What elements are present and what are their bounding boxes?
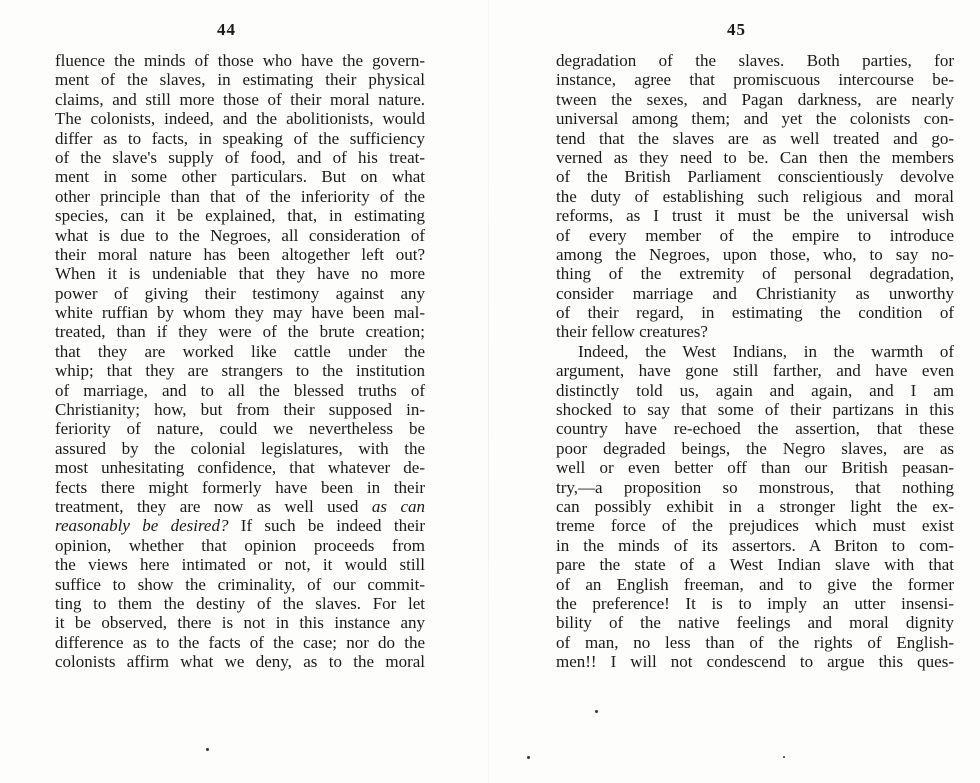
text-line: country have re-echoed the assertion, that these	[556, 419, 954, 439]
left-page-number: 44	[217, 20, 236, 39]
text-line: power of giving their testimony against any	[55, 283, 425, 303]
text-line: opinion, whether that opinion proceeds from	[55, 535, 425, 555]
text-line: Christianity; how, but from their supposed in-	[55, 400, 425, 420]
text-line: distinctly told us, again and again, and I am	[556, 380, 954, 400]
text-line: other principle than that of the inferiority of the	[55, 186, 425, 206]
book-gutter	[488, 0, 489, 783]
text-line-mixed	[55, 516, 425, 535]
text-line: species, can it be explained, that, in estimating	[55, 206, 425, 226]
text-line: pare the state of a West Indian slave with that	[556, 555, 954, 575]
text-line: differ as to facts, in speaking of the sufficiency	[55, 128, 425, 148]
text-line: of every member of the empire to introduce	[556, 225, 954, 245]
text-line: men!! I will not condescend to argue this ques-	[556, 652, 954, 672]
text-segment: treatment, they are now as well used	[55, 496, 359, 516]
text-line: well or even better off than our British peasan-	[556, 458, 954, 478]
text-line: ment of the slaves, in estimating their physical	[55, 70, 425, 90]
text-line: white ruffian by whom they may have been mal-	[55, 303, 425, 323]
text-line: poor degraded beings, the Negro slaves, are as	[556, 438, 954, 458]
text-line: ment in some other particulars. But on what	[55, 167, 425, 187]
text-line: bility of the native feelings and moral dignity	[556, 613, 954, 633]
text-line: of an English freeman, and to give the former	[556, 574, 954, 594]
text-line: instance, agree that promiscuous intercourse be-	[556, 70, 954, 90]
text-line: whip; that they are strangers to the institution	[55, 361, 425, 381]
text-line: the duty of establishing such religious and moral	[556, 186, 954, 206]
right-page-number: 45	[727, 20, 746, 39]
italic-segment: as can	[371, 496, 425, 516]
text-line: colonists affirm what we deny, as to the moral	[55, 652, 425, 672]
text-line: universal among them; and yet the colonists con-	[556, 109, 954, 129]
text-line: suffice to show the criminality, of our commit-	[55, 574, 425, 594]
left-page-text	[55, 51, 425, 672]
text-line: fluence the minds of those who have the govern-	[55, 51, 425, 70]
scan-speck	[783, 756, 785, 758]
text-line: difference as to the facts of the case; nor do the	[55, 632, 425, 652]
text-line: the views here intimated or not, it would still	[55, 555, 425, 575]
text-line: the preference! It is to imply an utter insensi-	[556, 593, 954, 613]
text-line: of their regard, in estimating the condition of	[556, 303, 954, 323]
italic-segment: reasonably be desired?	[55, 516, 229, 536]
text-line: assured by the colonial legislatures, with the	[55, 438, 425, 458]
text-line: of the slave's supply of food, and of his treat-	[55, 147, 425, 167]
text-line: degradation of the slaves. Both parties, for	[556, 51, 954, 70]
text-line: claims, and still more those of their moral nature.	[55, 89, 425, 109]
text-line: of the British Parliament conscientiously devolve	[556, 167, 954, 187]
text-line: among the Negroes, upon those, who, to say no-	[556, 244, 954, 264]
text-line: The colonists, indeed, and the abolitionists, would	[55, 109, 425, 129]
text-line: their moral nature has been altogether left out?	[55, 244, 425, 264]
text-line: treated, than if they were of the brute creation;	[55, 322, 425, 342]
text-line: most unhesitating confidence, that whatever de-	[55, 458, 425, 478]
text-line: their fellow creatures?	[556, 322, 708, 342]
text-line: ting to them the destiny of the slaves. For let	[55, 593, 425, 613]
text-line: consider marriage and Christianity as unworthy	[556, 283, 954, 303]
scan-speck	[206, 748, 209, 751]
text-line: tween the sexes, and Pagan darkness, are nearly	[556, 89, 954, 109]
scan-speck	[595, 710, 598, 713]
scan-speck	[527, 756, 530, 759]
text-line: verned as they need to be. Can then the members	[556, 147, 954, 167]
text-line: When it is undeniable that they have no more	[55, 264, 425, 284]
text-line: thing of the extremity of personal degradation,	[556, 264, 954, 284]
text-line-mixed	[55, 497, 425, 516]
paragraph-first-line: Indeed, the West Indians, in the warmth of	[578, 341, 954, 361]
text-segment: If such be indeed their	[228, 516, 425, 536]
text-line: of man, no less than of the rights of English-	[556, 632, 954, 652]
text-line: fects there might formerly have been in their	[55, 477, 425, 497]
text-line: can possibly exhibit in a stronger light the ex-	[556, 496, 954, 516]
text-line: try,—a proposition so monstrous, that nothing	[556, 477, 954, 497]
right-page-text	[556, 51, 954, 672]
text-line: argument, have gone still farther, and have even	[556, 361, 954, 381]
text-line: shocked to say that some of their partizans in this	[556, 400, 954, 420]
text-line: it be observed, there is not in this instance any	[55, 613, 425, 633]
text-line: that they are worked like cattle under the	[55, 341, 425, 361]
text-line: what is due to the Negroes, all consideration of	[55, 225, 425, 245]
text-line: treme force of the prejudices which must exist	[556, 516, 954, 536]
text-line: of marriage, and to all the blessed truths of	[55, 380, 425, 400]
text-line: reforms, as I trust it must be the universal wish	[556, 206, 954, 226]
text-line: in the minds of its assertors. A Briton to com-	[556, 535, 954, 555]
text-line: tend that the slaves are as well treated and go-	[556, 128, 954, 148]
text-line: feriority of nature, could we nevertheless be	[55, 419, 425, 439]
